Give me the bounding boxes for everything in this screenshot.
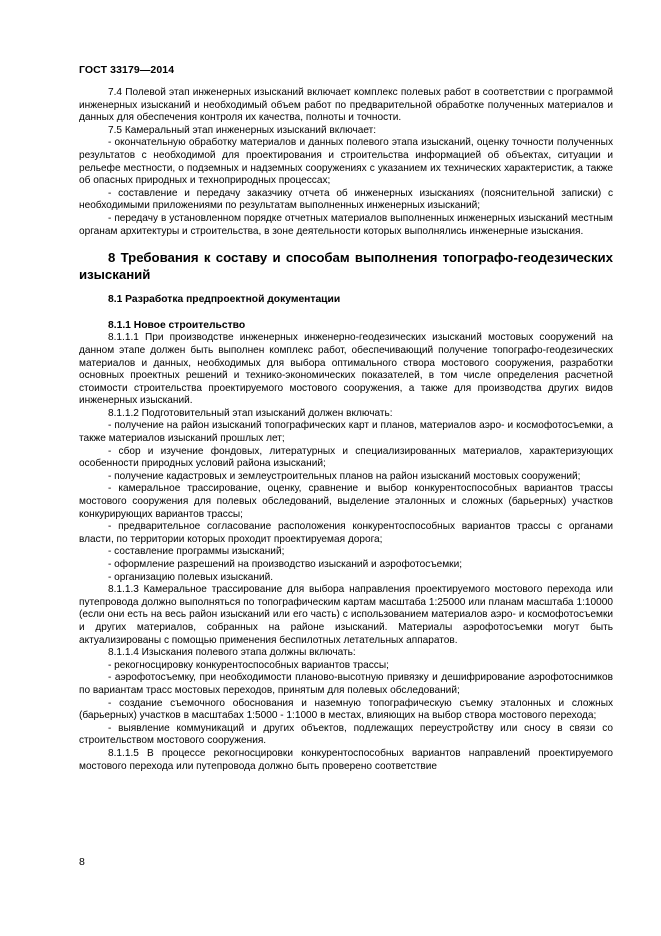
list-item: - сбор и изучение фондовых, литературных и специализированных материалов, характеризующих особенности природных условий района изысканий; [79, 445, 613, 470]
paragraph: 8.1.1.2 Подготовительный этап изысканий должен включать: [108, 407, 393, 419]
document-body [79, 87, 613, 773]
paragraph: 8.1.1.5 В процессе рекогносцировки конкурентоспособных вариантов направлений проектируемого мостового перехода или путепровода должно быть проверено соответствие [79, 747, 613, 772]
page-number: 8 [79, 856, 85, 868]
section-heading: 8 Требования к составу и способам выполнения топографо-геодезических изысканий [79, 250, 613, 282]
subsection-heading: 8.1 Разработка предпроектной документации [108, 294, 341, 306]
list-item: - предварительное согласование расположения конкурентоспособных вариантов трассы с органами власти, по территории которых проходит проектируемая дорога; [79, 521, 613, 545]
list-item: - составление и передачу заказчику отчета об инженерных изысканиях (пояснительной записки) с необходимыми приложениями по результатам выполненных инженерных изысканий; [79, 187, 613, 212]
list-item: - получение на район изысканий топографических карт и планов, материалов аэро- и космофотосъемки, а также материалов изысканий прошлых лет; [79, 420, 613, 445]
paragraph: 8.1.1.1 При производстве инженерных инженерно-геодезических изысканий мостовых сооружений на данном этапе должен быть выполнен комплекс работ, обеспечивающий получение топографо-геодезических материалов и данных, необходимых для выбора оптимального створа мостового сооружения, разработки основных проектных решений и технико-экономических показателей, в том числе определения расчетной стоимости строительства проектируемого мостового сооружения, а также для производства других видов инженерных изысканий. [79, 332, 613, 407]
list-item: - аэрофотосъемку, при необходимости планово-высотную привязку и дешифрирование аэрофотоснимков по вариантам трасс мостовых переходов, принятым для полевых обследований; [79, 672, 613, 696]
list-item: - окончательную обработку материалов и данных полевого этапа изысканий, оценку точности полученных результатов с необходимой для проектирования и строительства информацией об объектах, ситуации и рельефе местности, о подземных и надземных сооружениях с указанием их технических характеристик, а также об опасных природных и технoприродных процессах; [79, 137, 613, 187]
paragraph: 7.5 Камеральный этап инженерных изысканий включает: [108, 124, 377, 136]
paragraph: 8.1.1.4 Изыскания полевого этапа должны включать: [108, 647, 356, 659]
list-item: - передачу в установленном порядке отчетных материалов выполненных инженерных изысканий местным органам архитектуры и строительства, в зоне деятельности которых выполнялись инженерные изыскания. [79, 212, 613, 237]
list-item: - получение кадастровых и землеустроительных планов на район изысканий мостовых сооружений; [108, 470, 581, 482]
subsubsection-heading: 8.1.1 Новое строительство [108, 319, 246, 331]
list-item: - рекогносцировку конкурентоспособных вариантов трассы; [108, 659, 389, 671]
paragraph: 7.4 Полевой этап инженерных изысканий включает комплекс полевых работ в соответствии с программой инженерных изысканий и необходимый объем работ по предварительной обработке полученных материалов и данных для обеспечения контроля их качества, полноты и точности. [79, 87, 613, 124]
list-item: - создание съемочного обоснования и наземную топографическую съемку эталонных и сложных (барьерных) участков в масштабах 1:5000 - 1:1000 в местах, влияющих на выбор створа мостового перехода; [79, 697, 613, 722]
list-item: - составление программы изысканий; [108, 546, 285, 558]
document-header: ГОСТ 33179—2014 [79, 64, 175, 76]
list-item: - оформление разрешений на производство изысканий и аэрофотосъемки; [108, 559, 463, 570]
list-item: - камеральное трассирование, оценку, сравнение и выбор конкурентоспособных вариантов трассы мостового сооружения для полевых обследований, выделение эталонных и сложных (барьерных) участков конкурирующих вариантов трассы; [79, 483, 613, 520]
paragraph: 8.1.1.3 Камеральное трассирование для выбора направления проектируемого мостового перехода или путепровода должно выполняться по топографическим картам масштаба 1:25000 или планам масштаба 1:10000 (если они есть на весь район изысканий или его часть) с использованием материалов аэро- и космофотосъемки и других материалов, собранных на районе изысканий. Материалы аэрофотосъемки могут быть актуализированы с помощью применения беспилотных летательных аппаратов. [79, 584, 613, 646]
list-item: - выявление коммуникаций и других объектов, подлежащих переустройству или сносу в связи со строительством мостового сооружения. [79, 722, 613, 747]
list-item: - организацию полевых изысканий. [108, 571, 274, 583]
